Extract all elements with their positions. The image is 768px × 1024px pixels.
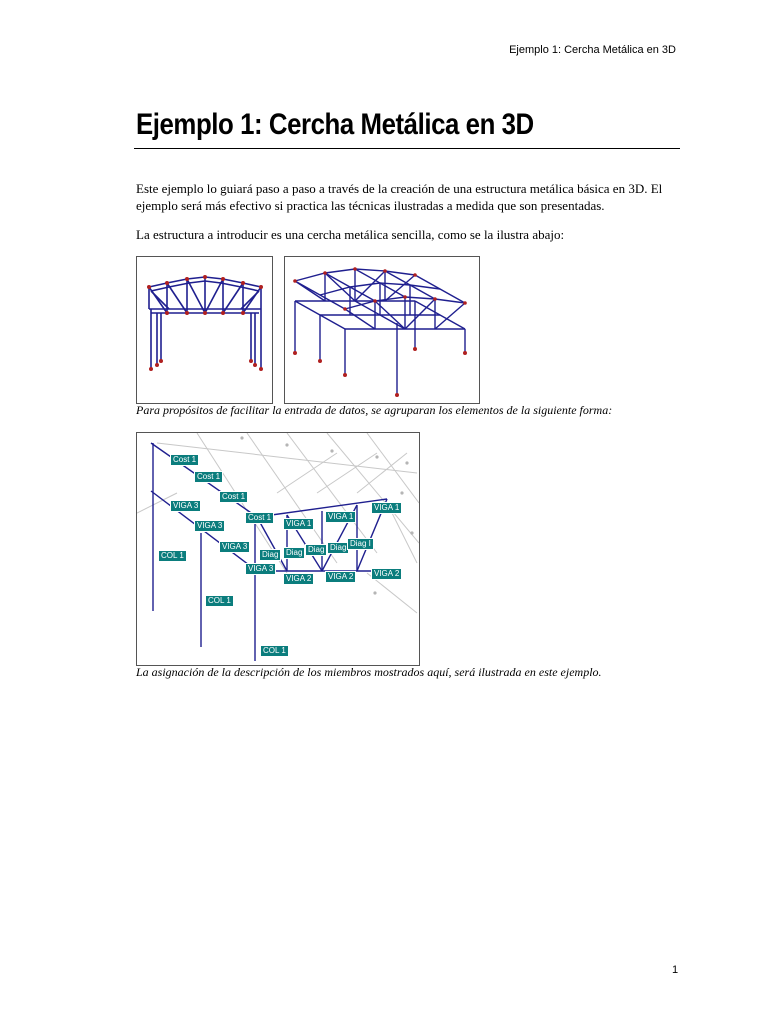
member-label-viga1: VIGA 1 bbox=[325, 511, 356, 523]
member-label-diag: Diag I bbox=[347, 538, 374, 550]
page-title: Ejemplo 1: Cercha Metálica en 3D bbox=[136, 108, 534, 141]
member-label-viga3: VIGA 3 bbox=[219, 541, 250, 553]
truss-3d-view-drawing bbox=[285, 257, 479, 403]
member-label-viga2: VIGA 2 bbox=[325, 571, 356, 583]
member-label-cost: Cost 1 bbox=[170, 454, 199, 466]
member-label-viga1: VIGA 1 bbox=[283, 518, 314, 530]
member-label-viga3: VIGA 3 bbox=[170, 500, 201, 512]
member-label-viga3: VIGA 3 bbox=[194, 520, 225, 532]
member-label-cost: Cost 1 bbox=[245, 512, 274, 524]
member-label-cost: Cost 1 bbox=[219, 491, 248, 503]
member-label-viga2: VIGA 2 bbox=[371, 568, 402, 580]
member-label-diag: Diag bbox=[283, 547, 305, 559]
truss-front-view-figure bbox=[136, 256, 273, 404]
assignment-caption: La asignación de la descripción de los miembros mostrados aquí, será ilustrada en este ejemplo. bbox=[136, 665, 602, 679]
member-label-col: COL 1 bbox=[260, 645, 289, 657]
intro-paragraph: Este ejemplo lo guiará paso a paso a través de la creación de una estructura metálica básica en 3D. El ejemplo será más efectivo si practica las técnicas ilustradas a medida que son presentadas. bbox=[136, 181, 663, 213]
title-rule bbox=[134, 148, 680, 149]
member-label-cost: Cost 1 bbox=[194, 471, 223, 483]
member-label-diag: Diag bbox=[259, 549, 281, 561]
structure-paragraph: La estructura a introducir es una cercha metálica sencilla, como se la ilustra abajo: bbox=[136, 227, 565, 242]
page-number: 1 bbox=[672, 964, 679, 976]
member-label-col: COL 1 bbox=[158, 550, 187, 562]
truss-front-view-drawing bbox=[137, 257, 272, 403]
member-label-viga1: VIGA 1 bbox=[371, 502, 402, 514]
member-label-diag: Diag bbox=[305, 544, 327, 556]
member-label-viga3: VIGA 3 bbox=[245, 563, 276, 575]
grouping-caption: Para propósitos de facilitar la entrada de datos, se agruparan los elementos de la siguiente forma: bbox=[136, 403, 613, 417]
member-label-diag: Diag bbox=[327, 542, 349, 554]
truss-3d-view-figure bbox=[284, 256, 480, 404]
member-grouping-figure bbox=[136, 432, 420, 666]
member-label-col: COL 1 bbox=[205, 595, 234, 607]
member-label-viga2: VIGA 2 bbox=[283, 573, 314, 585]
running-header: Ejemplo 1: Cercha Metálica en 3D bbox=[509, 44, 676, 56]
